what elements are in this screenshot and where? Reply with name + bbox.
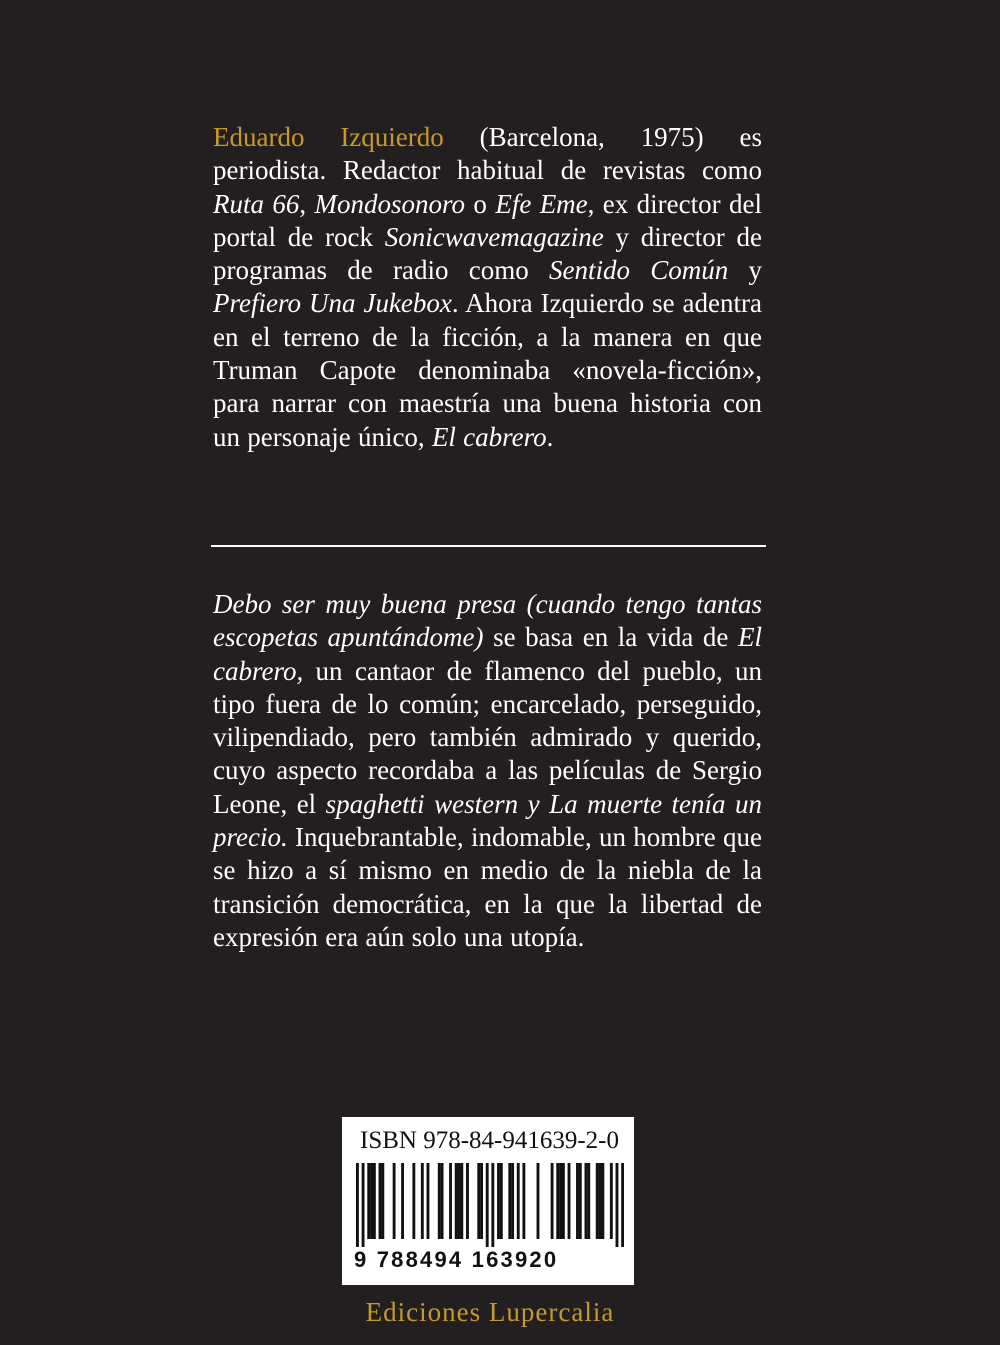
barcode-bar xyxy=(455,1163,458,1239)
character-name: El cabrero xyxy=(431,421,547,452)
portal-title: Sonicwavemagazine xyxy=(384,221,604,252)
barcode-bar xyxy=(621,1163,624,1247)
barcode-bar xyxy=(393,1163,396,1239)
barcode-bar xyxy=(362,1163,365,1247)
barcode-bar xyxy=(599,1163,602,1239)
barcode-bar xyxy=(427,1163,430,1239)
barcode-bar xyxy=(616,1163,619,1247)
character-name: El cabrero, xyxy=(213,622,762,686)
barcode-bar xyxy=(568,1163,571,1239)
isbn-label: ISBN 978-84-941639-2-0 xyxy=(360,1127,620,1154)
barcode-bar xyxy=(379,1163,382,1239)
barcode-bar xyxy=(556,1163,559,1239)
synopsis-text: un cantaor de flamenco del pueblo, un tipo fuera de lo común; encarcelado, perseguido, vilipendiado, pero también admirado y querido, cuyo aspecto recordaba a las películas de Sergio Leone, el xyxy=(213,655,762,819)
barcode-bar xyxy=(373,1163,376,1239)
bio-text: y xyxy=(728,255,762,286)
bio-text: . xyxy=(546,421,554,452)
barcode-bar xyxy=(438,1163,441,1239)
magazine-title: Ruta 66 xyxy=(213,188,300,219)
bio-text: . Ahora Izquierdo se adentra en el terreno de la ficción, a la manera en que Truman Capote denominaba «novela-ficción», para narrar con maestría una buena historia con un personaje único, xyxy=(213,288,762,452)
barcode-bar xyxy=(367,1163,370,1239)
bio-text: y director de programas de radio como xyxy=(213,221,763,286)
radio-program-title: Prefiero Una Jukebox xyxy=(213,288,452,319)
barcode-bar xyxy=(480,1163,483,1239)
barcode-bar xyxy=(576,1163,579,1239)
barcode-bar xyxy=(522,1163,525,1239)
barcode-bar xyxy=(460,1163,463,1239)
barcode-bars xyxy=(356,1163,624,1247)
barcode-bar xyxy=(559,1163,562,1239)
bio-text: , xyxy=(299,188,315,219)
barcode-bar xyxy=(579,1163,582,1239)
barcode-bar xyxy=(511,1163,514,1239)
barcode-bar xyxy=(441,1163,444,1239)
barcode-bar xyxy=(370,1163,373,1239)
synopsis-text: Inquebrantable, indomable, un hombre que se hizo a sí mismo en medio de la niebla de la transición democrática, en la que la libertad de expresión era aún solo una utopía. xyxy=(213,822,762,952)
film-reference: spaghetti western y La muerte tenía un precio. xyxy=(213,788,763,853)
magazine-title: Mondosonoro xyxy=(314,188,466,219)
barcode-bar xyxy=(486,1163,489,1247)
barcode-bar xyxy=(537,1163,540,1239)
barcode-bar xyxy=(421,1163,424,1239)
isbn-barcode xyxy=(342,1117,634,1285)
barcode-bar xyxy=(562,1163,565,1239)
barcode-bar xyxy=(381,1163,384,1239)
book-title: Debo ser muy buena presa (cuando tengo tantas escopetas apuntándome) xyxy=(213,589,762,653)
synopsis xyxy=(213,588,762,954)
divider-line xyxy=(211,545,766,547)
barcode-bar xyxy=(401,1163,404,1239)
radio-program-title: Sentido Común xyxy=(548,255,729,286)
barcode-bar xyxy=(596,1163,599,1239)
barcode-bar xyxy=(466,1163,469,1239)
barcode-bar xyxy=(508,1163,511,1239)
author-bio xyxy=(213,121,762,454)
barcode-bar xyxy=(517,1163,520,1239)
barcode-bar xyxy=(601,1163,604,1239)
barcode-bar xyxy=(551,1163,554,1239)
barcode-bar xyxy=(412,1163,415,1239)
barcode-digits: 9 788494 163920 xyxy=(354,1247,559,1272)
synopsis-text: se basa en la vida de xyxy=(483,622,738,653)
barcode-bar xyxy=(497,1163,500,1239)
barcode-bar xyxy=(458,1163,461,1239)
barcode-bar xyxy=(585,1163,588,1239)
publisher-name: Ediciones Lupercalia xyxy=(365,1297,615,1327)
barcode-bar xyxy=(587,1163,590,1239)
bio-text: (Barcelona, 1975) es periodista. Redactor habitual de revistas como xyxy=(213,122,762,186)
barcode-bar xyxy=(491,1163,494,1247)
barcode-bar xyxy=(449,1163,452,1239)
author-name: Eduardo Izquierdo xyxy=(213,122,444,152)
magazine-title: Efe Eme xyxy=(495,188,588,219)
barcode-bar xyxy=(477,1163,480,1239)
barcode-bar xyxy=(500,1163,503,1239)
barcode-bar xyxy=(610,1163,613,1239)
bio-text: o xyxy=(465,188,496,219)
barcode-bar xyxy=(356,1163,359,1247)
bio-text: , ex director del portal de rock xyxy=(213,188,763,252)
